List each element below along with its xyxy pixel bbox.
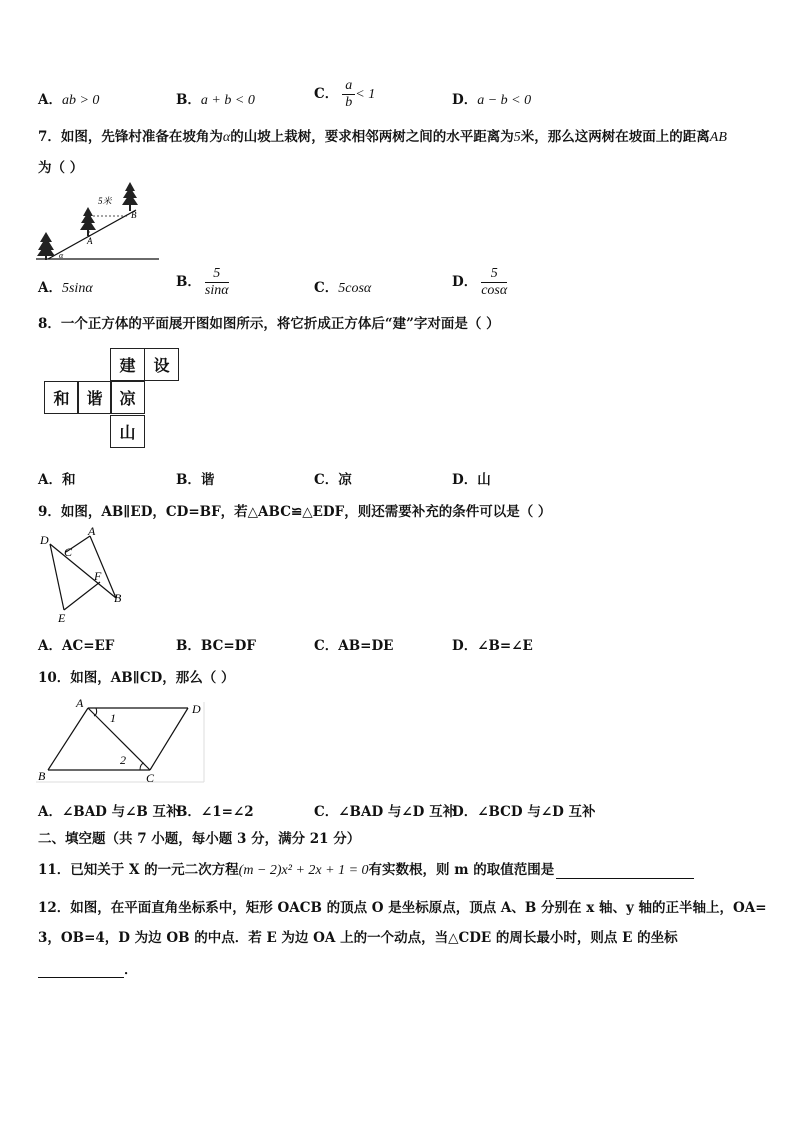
point-a-label: A [76,696,84,710]
tree-icon [80,207,96,236]
q8-question: 8．一个正方体的平面展开图如图所示，将它折成正方体后“建”字对面是（ ） [38,316,500,332]
q11-equation: (m − 2)x² + 2x + 1 = 0 [238,863,369,878]
q8-option-c: C．凉 [314,472,352,488]
point-d-label: D [192,702,201,716]
q6-option-c: C． $\frac{a}{b}$ < 1 [314,78,376,110]
q9-triangles-figure [36,522,132,626]
q9-option-b: B．BC=DF [176,638,256,654]
cube-cell-shan: 山 [110,415,145,448]
tree-icon [122,182,138,211]
q7-question-line1: 7．如图，先锋村准备在坡角为α的山坡上栽树，要求相邻两树之间的水平距离为5米，那么这两树在坡面上的距离AB [38,129,727,145]
cube-cell-he: 和 [44,381,79,414]
q6-option-b: B．a + b < 0 [176,92,255,108]
point-b-label: B [114,591,122,605]
q9-option-a: A．AC=EF [38,638,115,654]
q7-question-line2: 为（ ） [38,160,84,176]
q12-question-line1: 12．如图，在平面直角坐标系中，矩形 OACB 的顶点 O 是坐标原点，顶点 A、B 分别在 x 轴、y 轴的正半轴上，OA= [38,900,767,916]
point-b-label: B [38,769,46,783]
point-e-label: E [58,611,66,625]
q10-question: 10．如图，AB∥CD，那么（ ） [38,670,235,686]
cube-cell-she: 设 [144,348,179,381]
angle-label: α [59,251,64,260]
point-c-label: C [146,771,155,785]
distance-label: 5米 [98,196,112,206]
q8-option-b: B．谐 [176,472,215,488]
point-f-label: F [94,569,102,583]
angle-2-label: 2 [120,753,126,767]
q10-parallelogram-figure [36,694,206,786]
q12-question-line3: ． [38,958,138,978]
cube-cell-xie: 谐 [77,381,112,414]
q8-option-a: A．和 [38,472,76,488]
cube-net-figure [44,348,176,452]
cube-cell-liang: 凉 [110,381,145,414]
q12-answer-blank [38,963,124,978]
q7-option-b: B． $\frac{5}{\sin\alpha}$ [176,266,229,298]
angle-1-label: 1 [110,711,116,725]
q9-question: 9．如图，AB∥ED，CD=BF，若△ABC≌△EDF，则还需要补充的条件可以是（ ） [38,504,552,520]
q12-question-line2: 3，OB=4，D 为边 OB 的中点．若 E 为边 OA 上的一个动点，当△CDE 的周长最小时，则点 E 的坐标 [38,930,678,946]
q9-option-d: D．∠B=∠E [452,638,533,654]
q11-answer-blank [556,862,694,879]
point-a-label: A [87,236,93,246]
q10-option-a: A．∠BAD 与∠B 互补 [38,804,180,820]
q7-option-c: C．5cosα [314,280,372,296]
point-a-label: A [88,524,96,538]
q10-option-d: D．∠BCD 与∠D 互补 [452,804,596,820]
point-d-label: D [40,533,49,547]
q11-question: 11．已知关于 X 的一元二次方程(m − 2)x² + 2x + 1 = 0有实数根，则 m 的取值范围是 [38,858,694,879]
q7-option-a: A．5sinα [38,280,93,296]
q10-option-b: B．∠1=∠2 [176,804,254,820]
section-title: 二、填空题（共 7 小题，每小题 3 分，满分 21 分） [38,831,361,847]
q6-option-d: D．a − b < 0 [452,92,532,108]
q7-slope-figure [32,180,164,264]
cube-cell-jian: 建 [110,348,145,381]
point-c-label: C [64,545,73,559]
q10-option-c: C．∠BAD 与∠D 互补 [314,804,457,820]
tree-icon [37,232,55,260]
q6-option-a: A．ab > 0 [38,92,100,108]
q9-option-c: C．AB=DE [314,638,394,654]
point-b-label: B [131,210,137,220]
q7-option-d: D． $\frac{5}{\cos\alpha}$ [452,266,508,298]
q8-option-d: D．山 [452,472,491,488]
